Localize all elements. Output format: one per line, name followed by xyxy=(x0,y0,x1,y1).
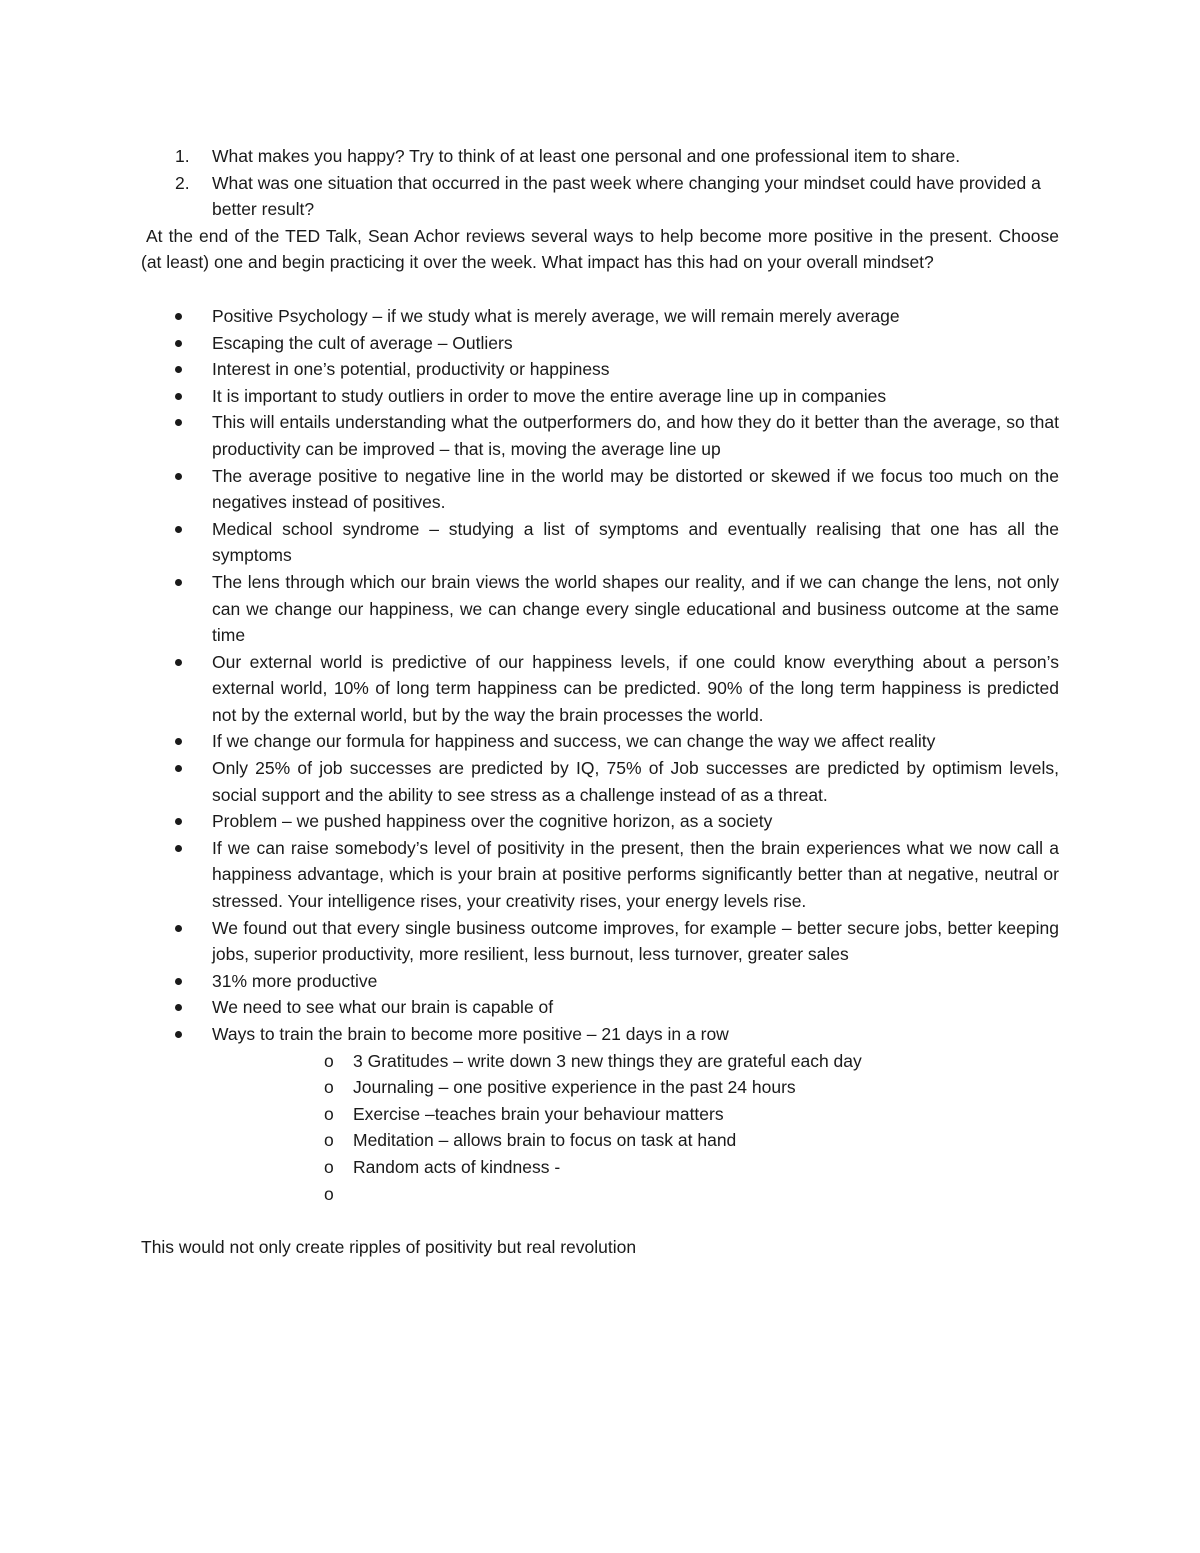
bullet-dot-icon xyxy=(175,845,182,852)
bullet-text: We found out that every single business outcome improves, for example – better secure jobs, better keeping jobs, superior productivity, more resilient, less burnout, less turnover, greater sales xyxy=(212,917,1059,965)
bullet-dot-icon xyxy=(175,393,182,400)
bullet-item xyxy=(141,1021,1059,1207)
bullet-text: If we change our formula for happiness and success, we can change the way we affect reality xyxy=(212,731,936,752)
bullet-dot-icon xyxy=(175,738,182,745)
circle-bullet-icon: o xyxy=(324,1130,334,1151)
circle-bullet-icon: o xyxy=(324,1103,334,1124)
sub-bullet-text: 3 Gratitudes – write down 3 new things they are grateful each day xyxy=(353,1050,862,1071)
bullet-text: This will entails understanding what the outperformers do, and how they do it better than the average, so that productivity can be improved – that is, moving the average line up xyxy=(212,412,1059,459)
sub-bullet-item xyxy=(212,1127,1059,1154)
sub-bullet-item xyxy=(212,1181,1059,1208)
question-number: 1. xyxy=(175,146,190,166)
bullet-dot-icon xyxy=(175,579,182,586)
document-page xyxy=(141,143,1059,1261)
bullet-dot-icon xyxy=(175,978,182,985)
bullet-text: Only 25% of job successes are predicted by IQ, 75% of Job successes are predicted by optimism levels, social support and the ability to see stress as a challenge instead of as a threat. xyxy=(212,758,1059,805)
bullet-text: Escaping the cult of average – Outliers xyxy=(212,332,513,353)
bullet-item xyxy=(141,409,1059,462)
sub-bullet-item xyxy=(212,1048,1059,1075)
bullet-item xyxy=(141,303,1059,330)
bullet-text: The average positive to negative line in the world may be distorted or skewed if we focus too much on the negatives instead of positives. xyxy=(212,465,1059,513)
bullet-text: We need to see what our brain is capable of xyxy=(212,997,554,1018)
sub-bullet-text: Exercise –teaches brain your behaviour matters xyxy=(353,1103,724,1124)
bullet-dot-icon xyxy=(175,1031,182,1038)
bullet-item xyxy=(141,569,1059,649)
circle-bullet-icon: o xyxy=(324,1183,334,1204)
bullet-text: Ways to train the brain to become more positive – 21 days in a row xyxy=(212,1024,729,1044)
bullet-item xyxy=(141,755,1059,808)
bullet-item xyxy=(141,356,1059,383)
bullet-text: Our external world is predictive of our happiness levels, if one could know everything about a person’s external world, 10% of long term happiness can be predicted. 90% of the long term happiness is predicted not by the external world, but by the way the brain processes the world. xyxy=(212,651,1059,725)
circle-bullet-icon: o xyxy=(324,1077,334,1098)
sub-bullet-item xyxy=(212,1101,1059,1128)
notes-bullet-list xyxy=(141,303,1059,1207)
sub-bullet-text: Journaling – one positive experience in the past 24 hours xyxy=(353,1077,796,1098)
bullet-text: It is important to study outliers in order to move the entire average line up in companies xyxy=(212,385,887,406)
circle-bullet-icon: o xyxy=(324,1050,334,1071)
bullet-text: Medical school syndrome – studying a list of symptoms and eventually realising that one has all the symptoms xyxy=(212,518,1059,566)
bullet-dot-icon xyxy=(175,473,182,480)
circle-bullet-icon: o xyxy=(324,1156,334,1177)
bullet-item xyxy=(141,808,1059,835)
sub-bullet-item xyxy=(212,1074,1059,1101)
intro-paragraph: At the end of the TED Talk, Sean Achor reviews several ways to help become more positive in the present. Choose (at least) one and begin practicing it over the week. What impact has this had on your overall mindset? xyxy=(141,225,1059,273)
bullet-item xyxy=(141,383,1059,410)
bullet-item xyxy=(141,728,1059,755)
bullet-text: The lens through which our brain views the world shapes our reality, and if we can change the lens, not only can we change our happiness, we can change every single educational and business outcome at the same time xyxy=(212,571,1059,646)
bullet-dot-icon xyxy=(175,925,182,932)
bullet-dot-icon xyxy=(175,526,182,533)
sub-bullet-list xyxy=(212,1048,1059,1208)
bullet-text: Problem – we pushed happiness over the cognitive horizon, as a society xyxy=(212,811,773,832)
bullet-text: Interest in one’s potential, productivity or happiness xyxy=(212,359,610,380)
question-text: What was one situation that occurred in the past week where changing your mindset could have provided a better result? xyxy=(212,172,1041,220)
closing-sentence: This would not only create ripples of positivity but real revolution xyxy=(141,1237,637,1258)
bullet-text: If we can raise somebody’s level of positivity in the present, then the brain experiences what we now call a happiness advantage, which is your brain at positive performs significantly better than at negative, neutral or stressed. Your intelligence rises, your creativity rises, your energy levels rise. xyxy=(212,837,1059,912)
bullet-item xyxy=(141,994,1059,1021)
sub-bullet-text: Meditation – allows brain to focus on task at hand xyxy=(353,1130,737,1151)
bullet-item xyxy=(141,330,1059,357)
question-item xyxy=(141,170,1059,223)
bullet-text: 31% more productive xyxy=(212,970,378,991)
question-item xyxy=(141,143,1059,170)
bullet-text: Positive Psychology – if we study what is merely average, we will remain merely average xyxy=(212,305,900,326)
question-text: What makes you happy? Try to think of at least one personal and one professional item to share. xyxy=(212,146,961,166)
bullet-dot-icon xyxy=(175,419,182,426)
bullet-dot-icon xyxy=(175,659,182,666)
bullet-item xyxy=(141,915,1059,968)
question-list xyxy=(141,143,1059,223)
bullet-item xyxy=(141,968,1059,995)
bullet-item xyxy=(141,649,1059,729)
bullet-dot-icon xyxy=(175,313,182,320)
bullet-item xyxy=(141,835,1059,915)
bullet-dot-icon xyxy=(175,366,182,373)
bullet-item xyxy=(141,463,1059,516)
bullet-dot-icon xyxy=(175,1004,182,1011)
question-number: 2. xyxy=(175,172,190,193)
bullet-item xyxy=(141,516,1059,569)
bullet-dot-icon xyxy=(175,818,182,825)
sub-bullet-text: Random acts of kindness - xyxy=(353,1156,561,1177)
bullet-dot-icon xyxy=(175,340,182,347)
sub-bullet-item xyxy=(212,1154,1059,1181)
bullet-dot-icon xyxy=(175,765,182,772)
